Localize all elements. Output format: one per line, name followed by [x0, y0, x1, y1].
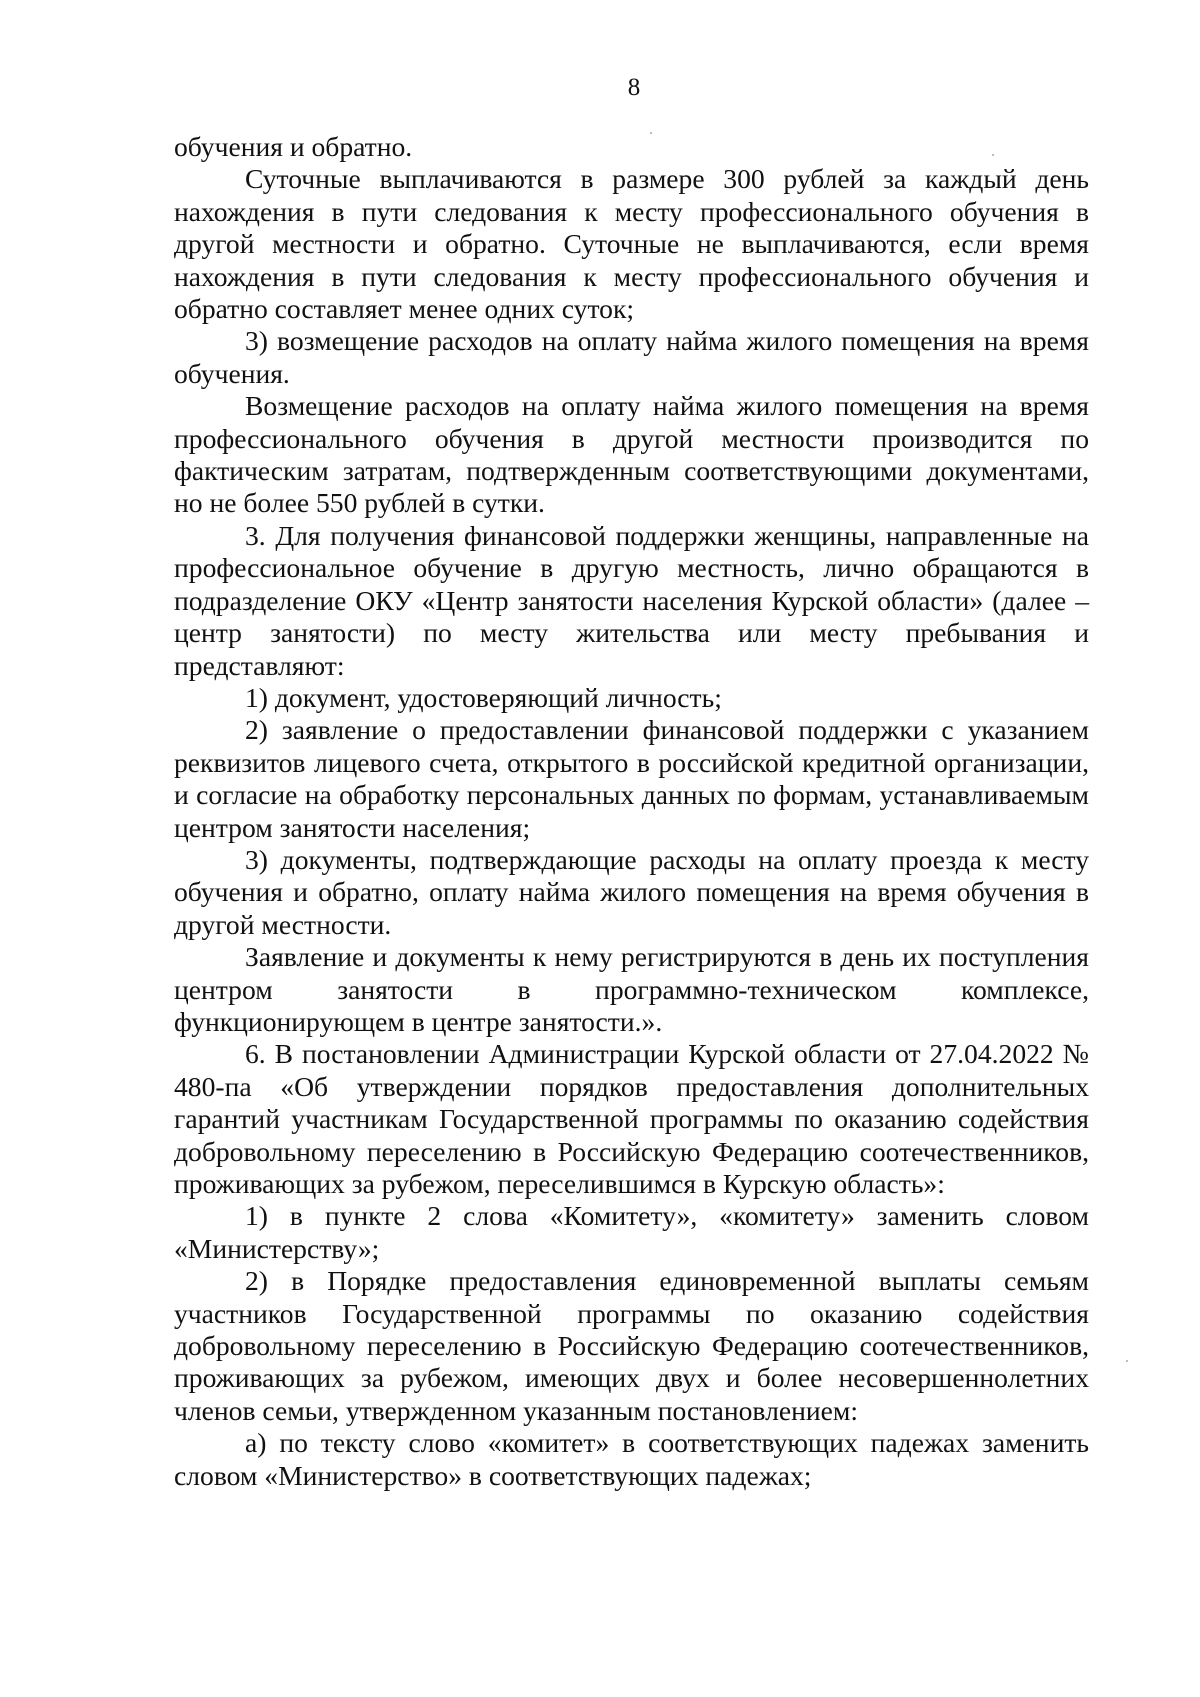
paragraph: 6. В постановлении Администрации Курской области от 27.04.2022 № 480-па «Об утверждении порядков предоставления дополнительных гарантий участникам Государственной программы по оказанию содействия добровольному переселению в Российскую Федерацию соотечественников, проживающих за рубежом, переселившимся в Курскую область»: [174, 1038, 1089, 1199]
paragraph: Возмещение расходов на оплату найма жилого помещения на время профессионального обучения в другой местности производится по фактическим затратам, подтвержденным соответствующими документами, но не более 550 рублей в сутки. [174, 390, 1089, 519]
paragraph: 3. Для получения финансовой поддержки женщины, направленные на профессиональное обучение в другую местность, лично обращаются в подразделение ОКУ «Центр занятости населения Курской области» (далее – центр занятости) по месту жительства или месту пребывания и представляют: [174, 519, 1089, 681]
paragraph: 2) заявление о предоставлении финансовой поддержки с указанием реквизитов лицевого счета, открытого в российской кредитной организации, и согласие на обработку персональных данных по формам, устанавливаемым центром занятости населения; [174, 714, 1089, 843]
document-body [174, 131, 1089, 1492]
page-number: 8 [627, 74, 641, 101]
paragraph: Суточные выплачиваются в размере 300 рублей за каждый день нахождения в пути следования к месту профессионального обучения в другой местности и обратно. Суточные не выплачиваются, если время нахождения в пути следования к месту профессионального обучения и обратно составляет менее одних суток; [174, 163, 1089, 325]
paragraph: 3) документы, подтверждающие расходы на оплату проезда к месту обучения и обратно, оплату найма жилого помещения на время обучения в другой местности. [174, 843, 1089, 940]
paragraph: Заявление и документы к нему регистрируются в день их поступления центром занятости в программно-техническом комплексе, функционирующем в центре занятости.». [174, 941, 1089, 1037]
paragraph: обучения и обратно. [174, 131, 413, 162]
paragraph: 3) возмещение расходов на оплату найма жилого помещения на время обучения. [174, 325, 1089, 389]
paragraph: 2) в Порядке предоставления единовременной выплаты семьям участников Государственной программы по оказанию содействия добровольному переселению в Российскую Федерацию соотечественников, проживающих за рубежом, имеющих двух и более несовершеннолетних членов семьи, утвержденном указанным постановлением: [174, 1265, 1089, 1426]
paragraph: 1) в пункте 2 слова «Комитету», «комитету» заменить словом «Министерству»; [174, 1200, 1089, 1264]
scan-speck [1126, 1360, 1128, 1362]
paragraph: 1) документ, удостоверяющий личность; [245, 681, 722, 713]
paragraph: а) по тексту слово «комитет» в соответствующих падежах заменить словом «Министерство» в соответствующих падежах; [174, 1427, 1089, 1491]
